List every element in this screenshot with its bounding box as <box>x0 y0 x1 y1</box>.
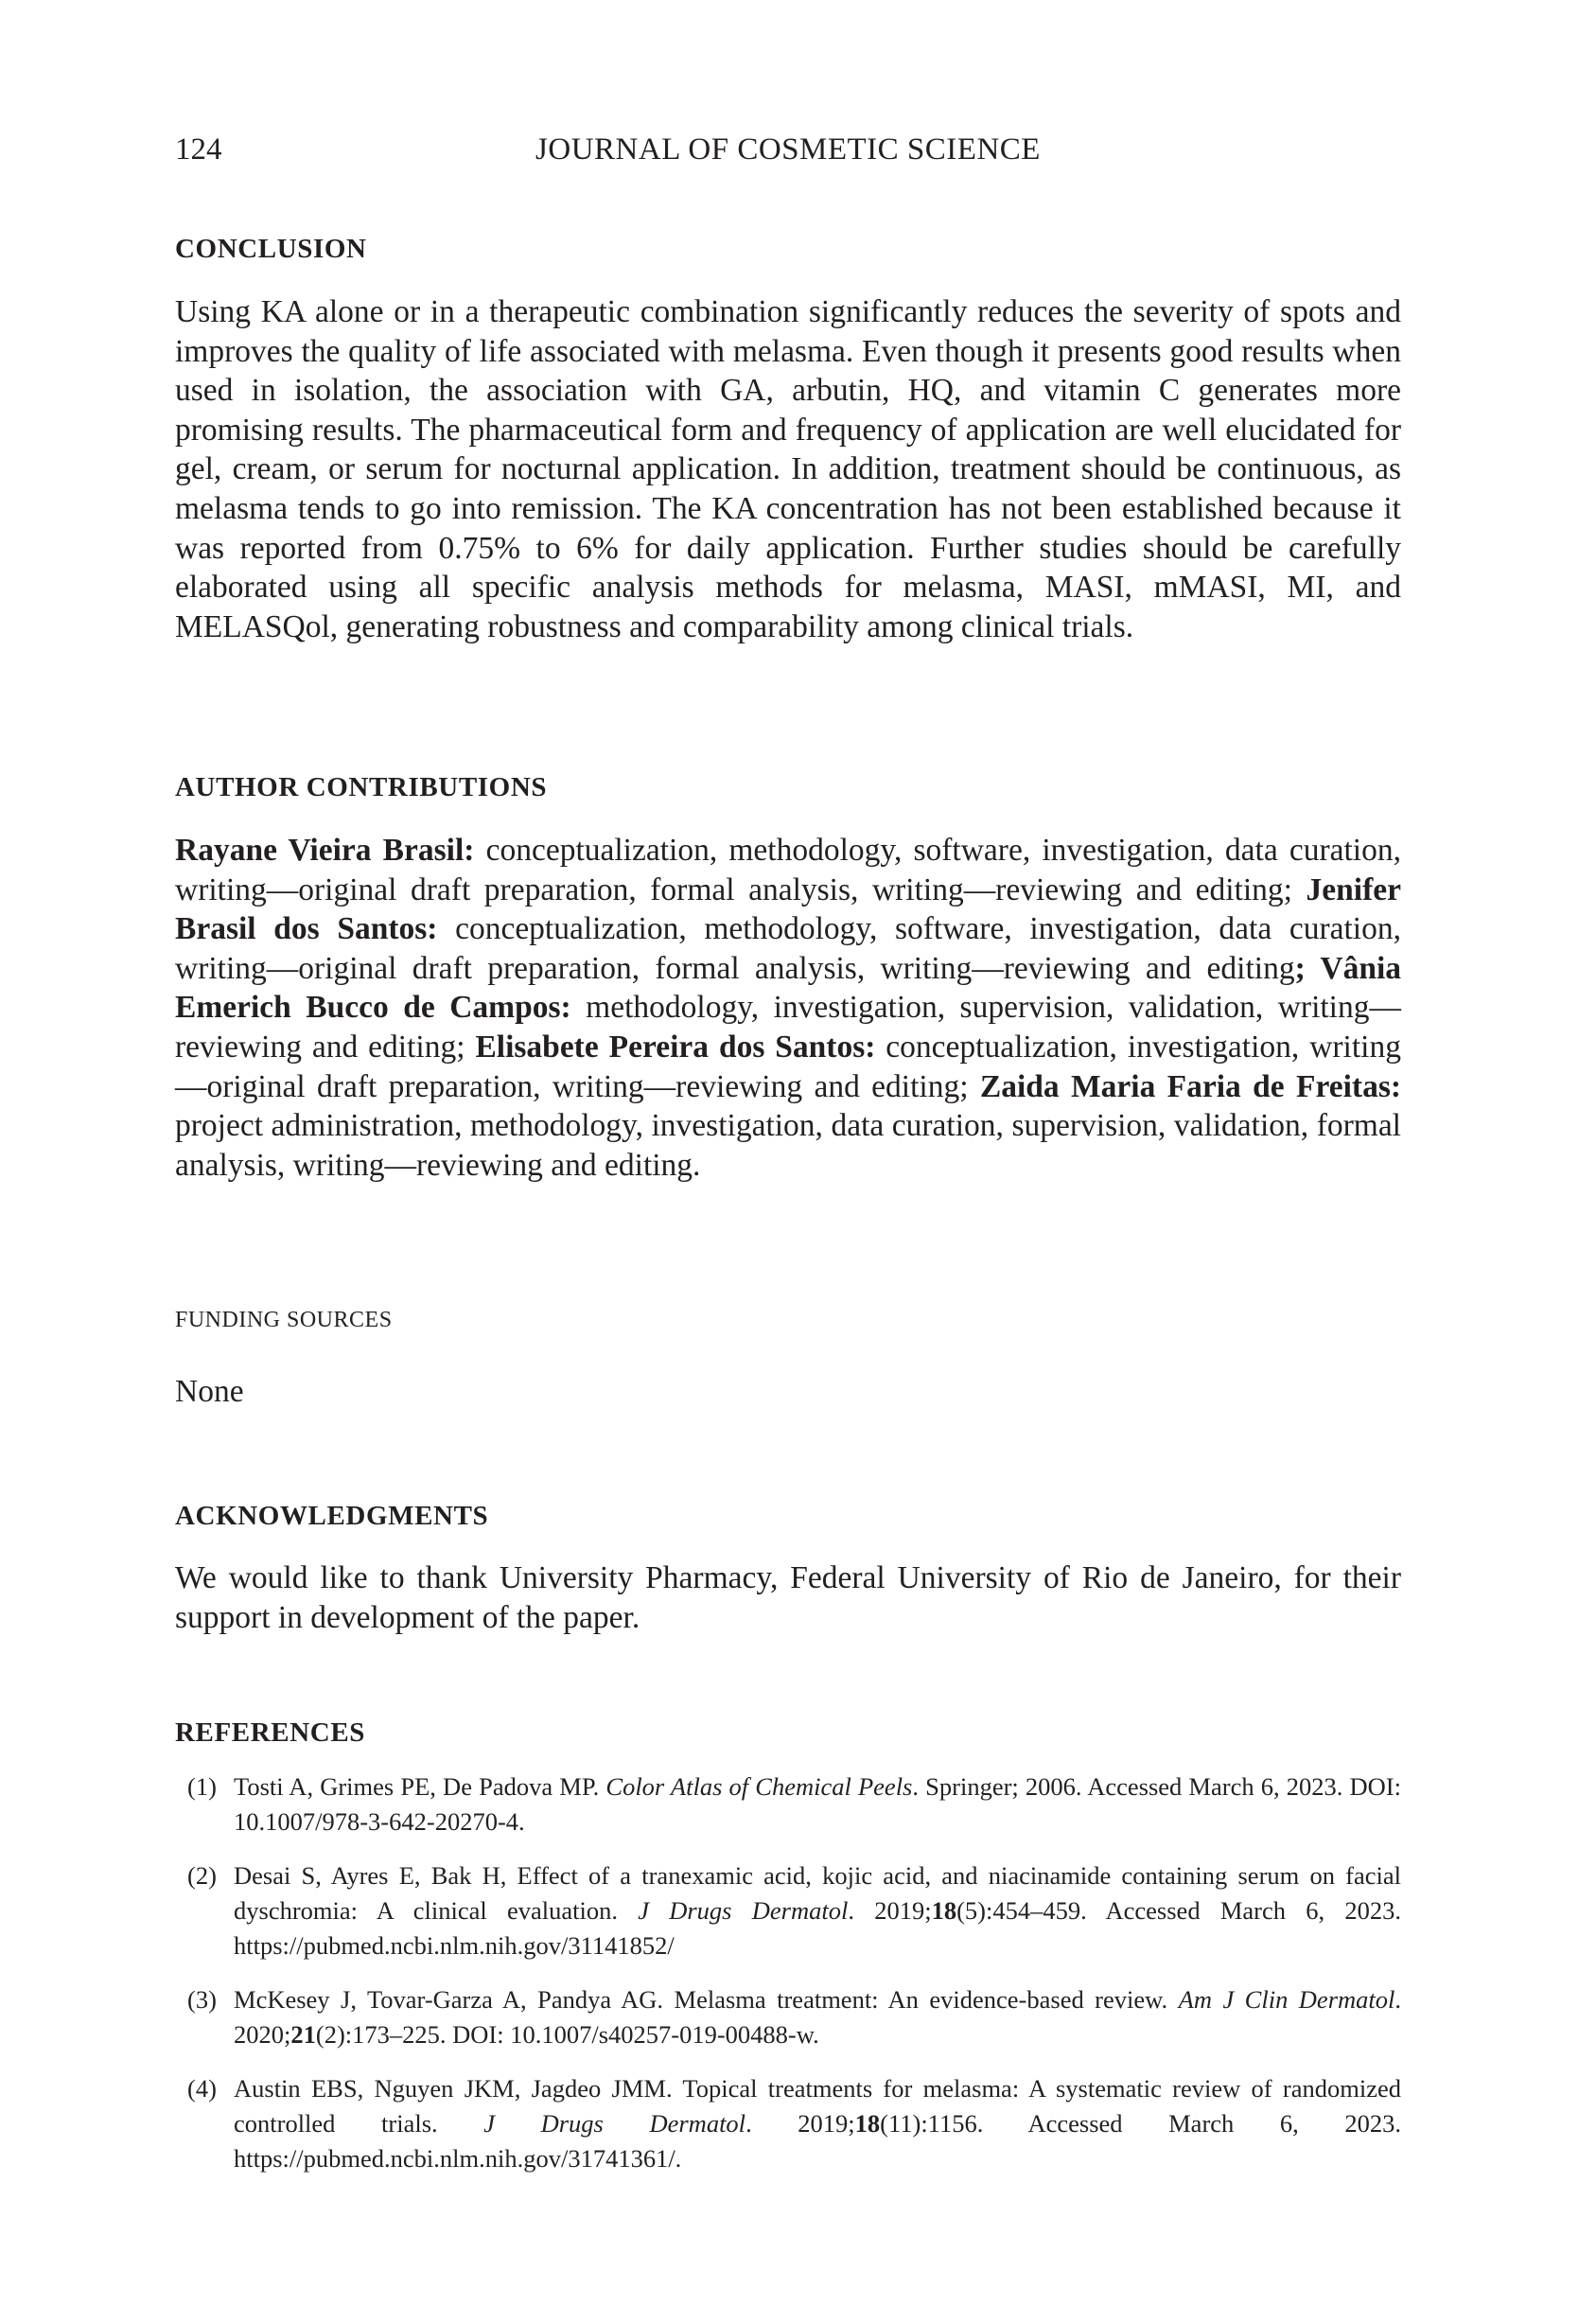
reference-text <box>234 1772 1401 1836</box>
reference-pages: (11):1156. Accessed March 6, 2023. https://pubmed.ncbi.nlm.nih.gov/31741361/. <box>234 2109 1401 2173</box>
page-number: 124 <box>175 132 222 167</box>
author-roles: project administration, methodology, investigation, data curation, supervision, validation, formal analysis, writing—reviewing and editing. <box>175 1108 1401 1183</box>
reference-item <box>175 1858 1401 1963</box>
author-roles: conceptualization, investigation, writing—original draft preparation, writing—reviewing and editing; <box>175 1029 1401 1104</box>
reference-details: . 2019; <box>745 2109 855 2138</box>
reference-list <box>175 1769 1401 2195</box>
author-name: Zaida Maria Faria de Freitas: <box>979 1068 1402 1104</box>
author-roles: conceptualization, methodology, software, investigation, data curation, writing—original draft preparation, formal analysis, writing—reviewing and editing; <box>175 833 1401 907</box>
reference-pages: (5):454–459. Accessed March 6, 2023. https://pubmed.ncbi.nlm.nih.gov/31141852/ <box>234 1896 1401 1960</box>
reference-number: (3) <box>187 1985 217 2014</box>
reference-authors-title: Tosti A, Grimes PE, De Padova MP. <box>234 1772 606 1801</box>
author-contributions-paragraph <box>175 831 1401 1185</box>
reference-volume: 18 <box>931 1896 957 1925</box>
reference-authors-title: Austin EBS, Nguyen JKM, Jagdeo JMM. Topical treatments for melasma: A systematic review of randomized controlled trials. <box>234 2074 1401 2138</box>
author-name: ; Vânia Emerich Bucco de Campos: <box>175 950 1402 1026</box>
reference-details: . 2019; <box>848 1896 932 1925</box>
reference-authors-title: McKesey J, Tovar-Garza A, Pandya AG. Melasma treatment: An evidence-based review. <box>234 1985 1179 2014</box>
author-roles: methodology, investigation, supervision, validation, writing—reviewing and editing; <box>175 990 1401 1065</box>
author-name: Elisabete Pereira dos Santos: <box>475 1029 876 1065</box>
reference-pages: (2):173–225. DOI: 10.1007/s40257-019-00488-w. <box>315 2020 819 2049</box>
reference-item <box>175 1982 1401 2052</box>
author-name: Jenifer Brasil dos Santos: <box>175 871 1401 947</box>
author-roles: conceptualization, methodology, software, investigation, data curation, writing—original draft preparation, formal analysis, writing—reviewing and editing <box>175 911 1401 986</box>
reference-volume: 21 <box>290 2020 316 2049</box>
reference-source: Color Atlas of Chemical Peels <box>605 1772 913 1801</box>
acknowledgments-heading: ACKNOWLEDGMENTS <box>175 1501 489 1531</box>
journal-title: JOURNAL OF COSMETIC SCIENCE <box>535 132 1041 167</box>
reference-details: . 2020; <box>234 1985 1401 2049</box>
funding-heading: FUNDING SOURCES <box>175 1308 393 1332</box>
reference-authors-title: Desai S, Ayres E, Bak H, Effect of a tranexamic acid, kojic acid, and niacinamide containing serum on facial dyschromia: A clinical evaluation. <box>234 1861 1401 1925</box>
reference-number: (1) <box>187 1772 217 1801</box>
author-contributions-heading: AUTHOR CONTRIBUTIONS <box>175 772 548 802</box>
reference-number: (2) <box>187 1861 217 1890</box>
reference-text <box>234 1861 1401 1960</box>
reference-text <box>234 1985 1401 2049</box>
conclusion-paragraph: Using KA alone or in a therapeutic combination significantly reduces the severity of spots and improves the quality of life associated with melasma. Even though it presents good results when used in isolation, the association with GA, arbutin, HQ, and vitamin C generates more promising results. The pharmaceutical form and frequency of application are well elucidated for gel, cream, or serum for nocturnal application. In addition, treatment should be continuous, as melasma tends to go into remission. The KA concentration has not been established because it was reported from 0.75% to 6% for daily application. Further studies should be carefully elaborated using all specific analysis methods for melasma, MASI, mMASI, MI, and MELASQol, generating robustness and comparability among clinical trials. <box>175 294 1401 644</box>
funding-text: None <box>175 1374 244 1409</box>
conclusion-heading: CONCLUSION <box>175 234 367 264</box>
reference-text <box>234 2074 1401 2173</box>
author-name: Rayane Vieira Brasil: <box>175 833 475 868</box>
reference-details: . Springer; 2006. Accessed March 6, 2023. DOI: 10.1007/978-3-642-20270-4. <box>234 1772 1401 1836</box>
reference-source: J Drugs Dermatol <box>638 1896 849 1925</box>
reference-item <box>175 2071 1401 2176</box>
reference-source: J Drugs Dermatol <box>483 2109 746 2138</box>
reference-volume: 18 <box>854 2109 881 2138</box>
reference-source: Am J Clin Dermatol <box>1178 1985 1395 2014</box>
reference-number: (4) <box>187 2074 217 2103</box>
acknowledgments-paragraph: We would like to thank University Pharmacy, Federal University of Rio de Janeiro, for their support in development of the paper. <box>175 1560 1401 1635</box>
references-heading: REFERENCES <box>175 1717 365 1748</box>
running-head <box>175 131 1401 168</box>
reference-item <box>175 1769 1401 1840</box>
